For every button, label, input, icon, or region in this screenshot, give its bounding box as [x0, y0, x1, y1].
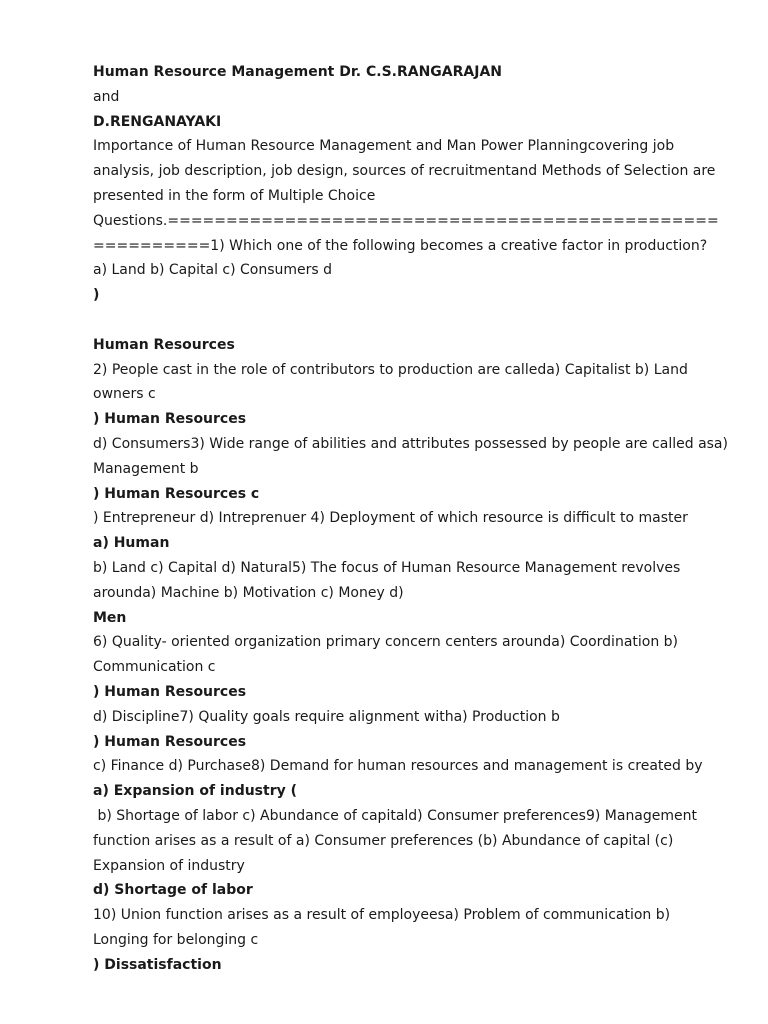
- bold-text-line: a) Expansion of industry (: [93, 783, 298, 800]
- text-line: 6) Quality- oriented organization primary concern centers arounda) Coordination b): [93, 634, 679, 651]
- text-line: Communication c: [93, 659, 216, 676]
- text-line: [93, 308, 728, 333]
- bold-text-line: ) Human Resources c: [93, 485, 260, 502]
- bold-text-line: Human Resources: [93, 336, 235, 353]
- bold-text-line: Men: [93, 609, 127, 626]
- bold-text-line: ) Dissatisfaction: [93, 956, 222, 973]
- text-line: function arises as a result of a) Consumer preferences (b) Abundance of capital (c): [93, 832, 674, 849]
- text-line: arounda) Machine b) Motivation c) Money d): [93, 584, 404, 601]
- bold-text-line: ) Human Resources: [93, 683, 247, 700]
- text-line: b) Land c) Capital d) Natural5) The focus of Human Resource Management revolves: [93, 559, 681, 576]
- text-line: b) Shortage of labor c) Abundance of capitald) Consumer preferences9) Management: [93, 807, 698, 824]
- text-line: c) Finance d) Purchase8) Demand for human resources and management is created by: [93, 758, 703, 775]
- text-line: analysis, job description, job design, sources of recruitmentand Methods of Selection are: [93, 163, 716, 180]
- text-line: Longing for belonging c: [93, 931, 259, 948]
- bold-text-line: Human Resource Management Dr. C.S.RANGARAJAN: [93, 64, 503, 80]
- text-line: Importance of Human Resource Management and Man Power Planningcovering job: [93, 138, 675, 155]
- bold-text-line: a) Human: [93, 535, 170, 552]
- text-line: owners c: [93, 386, 156, 403]
- text-line: d) Discipline7) Quality goals require alignment witha) Production b: [93, 708, 560, 725]
- text-line: Management b: [93, 460, 199, 477]
- bold-text-line: ) Human Resources: [93, 411, 247, 428]
- text-line: Expansion of industry: [93, 857, 245, 874]
- text-line: d) Consumers3) Wide range of abilities and attributes possessed by people are called asa): [93, 435, 728, 452]
- text-line: ) Entrepreneur d) Intreprenuer 4) Deployment of which resource is difficult to master: [93, 510, 688, 527]
- text-line: 2) People cast in the role of contributors to production are calleda) Capitalist b) Land: [93, 361, 688, 378]
- text-line: 10) Union function arises as a result of employeesa) Problem of communication b): [93, 907, 671, 924]
- text-line: and: [93, 88, 120, 105]
- bold-text-line: ) Human Resources: [93, 733, 247, 750]
- text-line: presented in the form of Multiple Choice: [93, 187, 376, 204]
- text-line: a) Land b) Capital c) Consumers d: [93, 262, 333, 279]
- bold-text-line: ): [93, 287, 100, 304]
- bold-text-line: D.RENGANAYAKI: [93, 113, 222, 130]
- text-line: ==========1) Which one of the following becomes a creative factor in production?: [93, 237, 708, 254]
- text-line: Questions.===============================================: [93, 212, 719, 229]
- bold-text-line: d) Shortage of labor: [93, 882, 253, 899]
